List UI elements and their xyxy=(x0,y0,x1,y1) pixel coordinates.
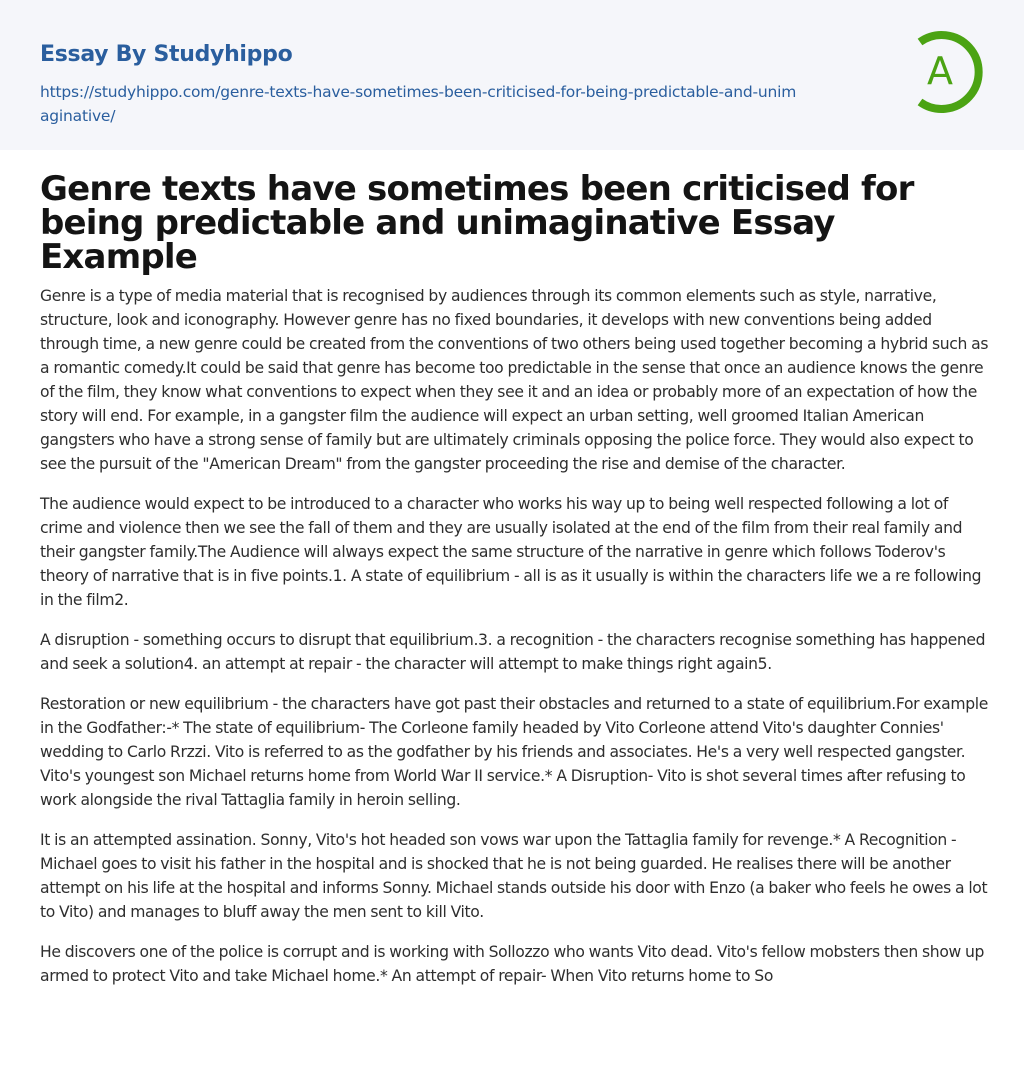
studyhippo-a-logo-icon[interactable] xyxy=(906,28,990,116)
article-paragraph-4: Restoration or new equilibrium - the characters have got past their obstacles and returned to a state of equilibrium.For example in the Godfather:-* The state of equilibrium- The Corleone family headed by Vito Corleone attend Vito's daughter Connies' wedding to Carlo Rrzzi. Vito is referred to as the godfather by his friends and associates. He's a very well respected gangster. Vito's youngest son Michael returns home from World War II service.* A Disruption- Vito is shot several times after refusing to work alongside the rival Tattaglia family in heroin selling. xyxy=(40,695,988,809)
article-paragraph-5: It is an attempted assination. Sonny, Vito's hot headed son vows war upon the Tattaglia family for revenge.* A Recognition - Michael goes to visit his father in the hospital and is shocked that he is not being guarded. He realises there will be another attempt on his life at the hospital and informs Sonny. Michael stands outside his door with Enzo (a baker who feels he owes a lot to Vito) and manages to bluff away the men sent to kill Vito. xyxy=(40,831,988,921)
article-body xyxy=(40,284,990,1004)
brand-title: Essay By Studyhippo xyxy=(40,42,293,67)
article-title: Genre texts have sometimes been criticised for being predictable and unimaginative Essay Example xyxy=(40,169,914,277)
article-paragraph-6: He discovers one of the police is corrupt and is working with Sollozzo who wants Vito dead. Vito's fellow mobsters then show up armed to protect Vito and take Michael home.* An attempt of repair- When Vito returns home to So xyxy=(40,943,985,985)
site-header xyxy=(0,0,1024,150)
article-paragraph-3: A disruption - something occurs to disrupt that equilibrium.3. a recognition - the characters recognise something has happened and seek a solution4. an attempt at repair - the character will attempt to make things right again5. xyxy=(40,631,986,673)
article-paragraph-2: The audience would expect to be introduced to a character who works his way up to being well respected following a lot of crime and violence then we see the fall of them and they are usually isolated at the end of the film from their real family and their gangster family.The Audience will always expect the same structure of the narrative in genre which follows Toderov's theory of narrative that is in five points.1. A state of equilibrium - all is as it usually is within the characters life we a re following in the film2. xyxy=(40,495,982,609)
logo-letter: A xyxy=(927,49,953,93)
article-paragraph-1: Genre is a type of media material that is recognised by audiences through its common elements such as style, narrative, structure, look and iconography. However genre has no fixed boundaries, it develops with new conventions being added through time, a new genre could be created from the conventions of two others being used together becoming a hybrid such as a romantic comedy.It could be said that genre has become too predictable in the sense that once an audience knows the genre of the film, they know what conventions to expect when they see it and an idea or probably more of an expectation of how the story will end. For example, in a gangster film the audience will expect an urban setting, well groomed Italian American gangsters who have a strong sense of family but are ultimately criminals opposing the police force. They would also expect to see the pursuit of the "American Dream" from the gangster proceeding the rise and demise of the character. xyxy=(40,287,989,473)
article-url-link[interactable]: https://studyhippo.com/genre-texts-have-sometimes-been-criticised-for-being-predictable-and-unimaginative/ xyxy=(40,83,797,125)
